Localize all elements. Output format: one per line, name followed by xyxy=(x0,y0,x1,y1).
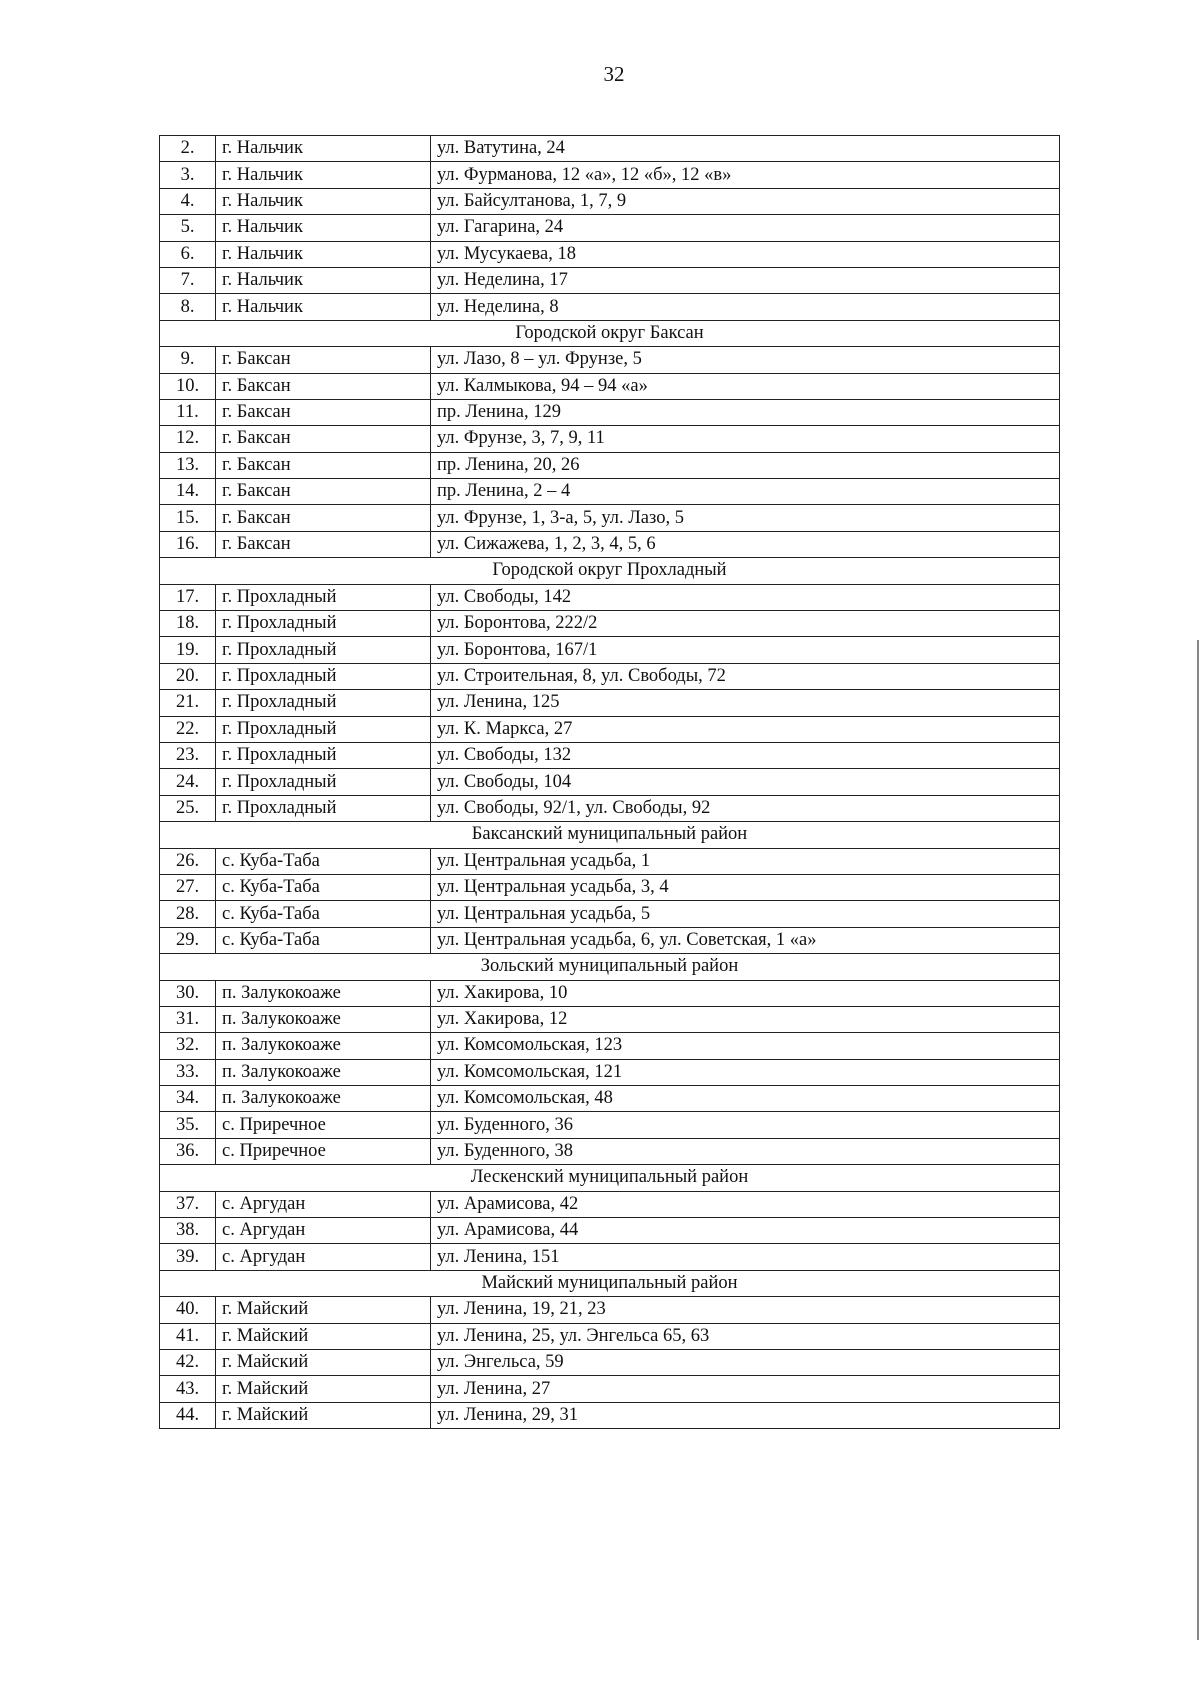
table-row xyxy=(160,531,1060,557)
row-city: г. Майский xyxy=(216,1297,431,1323)
row-city: г. Прохладный xyxy=(216,795,431,821)
section-title: Лескенский муниципальный район xyxy=(160,1165,1060,1191)
row-city: г. Баксан xyxy=(216,347,431,373)
table-row xyxy=(160,980,1060,1006)
table-row xyxy=(160,742,1060,768)
row-number: 36. xyxy=(160,1138,216,1164)
row-city: г. Прохладный xyxy=(216,716,431,742)
row-number: 32. xyxy=(160,1033,216,1059)
row-street: ул. Ленина, 25, ул. Энгельса 65, 63 xyxy=(431,1323,1060,1349)
row-number: 7. xyxy=(160,267,216,293)
row-number: 24. xyxy=(160,769,216,795)
row-street: ул. Свободы, 104 xyxy=(431,769,1060,795)
table-row xyxy=(160,399,1060,425)
row-city: г. Майский xyxy=(216,1323,431,1349)
table-row xyxy=(160,136,1060,162)
row-street: ул. Комсомольская, 123 xyxy=(431,1033,1060,1059)
row-street: ул. Фрунзе, 1, 3-а, 5, ул. Лазо, 5 xyxy=(431,505,1060,531)
row-number: 15. xyxy=(160,505,216,531)
table-row xyxy=(160,267,1060,293)
row-number: 23. xyxy=(160,742,216,768)
row-city: г. Баксан xyxy=(216,373,431,399)
row-number: 5. xyxy=(160,215,216,241)
row-number: 26. xyxy=(160,848,216,874)
row-number: 18. xyxy=(160,611,216,637)
table-row xyxy=(160,347,1060,373)
row-street: ул. Неделина, 17 xyxy=(431,267,1060,293)
row-number: 13. xyxy=(160,452,216,478)
row-city: г. Майский xyxy=(216,1376,431,1402)
row-street: ул. Свободы, 132 xyxy=(431,742,1060,768)
table-row xyxy=(160,452,1060,478)
row-street: ул. Фрунзе, 3, 7, 9, 11 xyxy=(431,426,1060,452)
row-number: 44. xyxy=(160,1402,216,1428)
table-row xyxy=(160,162,1060,188)
table-row xyxy=(160,1059,1060,1085)
row-number: 40. xyxy=(160,1297,216,1323)
row-city: с. Аргудан xyxy=(216,1244,431,1270)
row-city: с. Приречное xyxy=(216,1112,431,1138)
row-number: 20. xyxy=(160,663,216,689)
row-city: г. Нальчик xyxy=(216,188,431,214)
row-city: п. Залукокоаже xyxy=(216,1086,431,1112)
row-number: 9. xyxy=(160,347,216,373)
row-street: ул. Ленина, 27 xyxy=(431,1376,1060,1402)
table-row xyxy=(160,1033,1060,1059)
row-number: 22. xyxy=(160,716,216,742)
table-row xyxy=(160,188,1060,214)
section-title: Зольский муниципальный район xyxy=(160,954,1060,980)
row-city: с. Куба-Таба xyxy=(216,874,431,900)
table-row xyxy=(160,1138,1060,1164)
row-city: г. Прохладный xyxy=(216,742,431,768)
section-title: Городской округ Прохладный xyxy=(160,558,1060,584)
row-street: ул. Комсомольская, 48 xyxy=(431,1086,1060,1112)
row-city: п. Залукокоаже xyxy=(216,980,431,1006)
row-city: г. Нальчик xyxy=(216,136,431,162)
row-number: 4. xyxy=(160,188,216,214)
row-number: 25. xyxy=(160,795,216,821)
row-street: ул. Ленина, 29, 31 xyxy=(431,1402,1060,1428)
row-number: 16. xyxy=(160,531,216,557)
table-row xyxy=(160,795,1060,821)
address-table xyxy=(159,135,1060,1429)
row-city: п. Залукокоаже xyxy=(216,1059,431,1085)
row-number: 28. xyxy=(160,901,216,927)
row-city: п. Залукокоаже xyxy=(216,1033,431,1059)
table-row xyxy=(160,663,1060,689)
row-street: пр. Ленина, 2 – 4 xyxy=(431,479,1060,505)
table-row xyxy=(160,1112,1060,1138)
row-city: г. Нальчик xyxy=(216,215,431,241)
row-street: ул. Арамисова, 44 xyxy=(431,1218,1060,1244)
row-street: ул. Боронтова, 167/1 xyxy=(431,637,1060,663)
row-number: 3. xyxy=(160,162,216,188)
row-street: ул. Буденного, 38 xyxy=(431,1138,1060,1164)
row-street: ул. Центральная усадьба, 3, 4 xyxy=(431,874,1060,900)
row-number: 43. xyxy=(160,1376,216,1402)
table-row xyxy=(160,611,1060,637)
row-number: 33. xyxy=(160,1059,216,1085)
row-city: с. Аргудан xyxy=(216,1191,431,1217)
table-row xyxy=(160,1244,1060,1270)
row-number: 6. xyxy=(160,241,216,267)
row-number: 29. xyxy=(160,927,216,953)
row-city: г. Баксан xyxy=(216,426,431,452)
table-row xyxy=(160,215,1060,241)
table-row xyxy=(160,690,1060,716)
row-city: с. Аргудан xyxy=(216,1218,431,1244)
row-street: ул. Фурманова, 12 «а», 12 «б», 12 «в» xyxy=(431,162,1060,188)
row-city: с. Куба-Таба xyxy=(216,848,431,874)
section-row xyxy=(160,1165,1060,1191)
table-row xyxy=(160,637,1060,663)
table-row xyxy=(160,294,1060,320)
row-city: г. Баксан xyxy=(216,452,431,478)
table-row xyxy=(160,479,1060,505)
row-number: 34. xyxy=(160,1086,216,1112)
row-city: г. Майский xyxy=(216,1402,431,1428)
row-city: г. Нальчик xyxy=(216,267,431,293)
row-number: 35. xyxy=(160,1112,216,1138)
row-city: г. Нальчик xyxy=(216,294,431,320)
row-street: ул. Хакирова, 12 xyxy=(431,1006,1060,1032)
table-row xyxy=(160,1297,1060,1323)
row-number: 39. xyxy=(160,1244,216,1270)
row-city: с. Куба-Таба xyxy=(216,901,431,927)
row-city: г. Баксан xyxy=(216,479,431,505)
row-street: ул. Ватутина, 24 xyxy=(431,136,1060,162)
table-row xyxy=(160,716,1060,742)
table-row xyxy=(160,505,1060,531)
row-street: ул. Боронтова, 222/2 xyxy=(431,611,1060,637)
row-street: ул. Центральная усадьба, 1 xyxy=(431,848,1060,874)
row-city: г. Прохладный xyxy=(216,611,431,637)
table-row xyxy=(160,584,1060,610)
row-number: 38. xyxy=(160,1218,216,1244)
row-street: ул. Гагарина, 24 xyxy=(431,215,1060,241)
row-number: 10. xyxy=(160,373,216,399)
section-row xyxy=(160,1270,1060,1296)
row-number: 17. xyxy=(160,584,216,610)
page-number: 32 xyxy=(603,62,625,86)
row-street: ул. Ленина, 125 xyxy=(431,690,1060,716)
row-street: ул. Свободы, 92/1, ул. Свободы, 92 xyxy=(431,795,1060,821)
row-city: г. Баксан xyxy=(216,505,431,531)
row-street: ул. Байсултанова, 1, 7, 9 xyxy=(431,188,1060,214)
row-number: 8. xyxy=(160,294,216,320)
address-table-body xyxy=(160,136,1060,1429)
row-street: ул. Комсомольская, 121 xyxy=(431,1059,1060,1085)
row-city: с. Куба-Таба xyxy=(216,927,431,953)
row-number: 37. xyxy=(160,1191,216,1217)
row-city: п. Залукокоаже xyxy=(216,1006,431,1032)
table-row xyxy=(160,901,1060,927)
row-city: г. Прохладный xyxy=(216,584,431,610)
row-street: ул. Лазо, 8 – ул. Фрунзе, 5 xyxy=(431,347,1060,373)
row-street: ул. К. Маркса, 27 xyxy=(431,716,1060,742)
row-street: ул. Свободы, 142 xyxy=(431,584,1060,610)
row-street: ул. Калмыкова, 94 – 94 «а» xyxy=(431,373,1060,399)
row-number: 41. xyxy=(160,1323,216,1349)
row-number: 21. xyxy=(160,690,216,716)
row-street: ул. Сижажева, 1, 2, 3, 4, 5, 6 xyxy=(431,531,1060,557)
table-row xyxy=(160,927,1060,953)
table-row xyxy=(160,1191,1060,1217)
row-number: 11. xyxy=(160,399,216,425)
row-number: 31. xyxy=(160,1006,216,1032)
section-title: Баксанский муниципальный район xyxy=(160,822,1060,848)
row-number: 30. xyxy=(160,980,216,1006)
table-row xyxy=(160,373,1060,399)
row-number: 2. xyxy=(160,136,216,162)
row-street: ул. Неделина, 8 xyxy=(431,294,1060,320)
row-street: ул. Буденного, 36 xyxy=(431,1112,1060,1138)
row-city: г. Нальчик xyxy=(216,241,431,267)
table-row xyxy=(160,426,1060,452)
table-row xyxy=(160,1006,1060,1032)
row-city: с. Приречное xyxy=(216,1138,431,1164)
row-city: г. Прохладный xyxy=(216,690,431,716)
table-row xyxy=(160,241,1060,267)
row-street: ул. Ленина, 151 xyxy=(431,1244,1060,1270)
row-city: г. Баксан xyxy=(216,531,431,557)
row-city: г. Прохладный xyxy=(216,769,431,795)
row-street: ул. Хакирова, 10 xyxy=(431,980,1060,1006)
table-row xyxy=(160,874,1060,900)
table-row xyxy=(160,848,1060,874)
table-row xyxy=(160,1349,1060,1375)
table-row xyxy=(160,1086,1060,1112)
row-street: ул. Строительная, 8, ул. Свободы, 72 xyxy=(431,663,1060,689)
table-row xyxy=(160,1402,1060,1428)
row-city: г. Прохладный xyxy=(216,637,431,663)
scan-edge-line xyxy=(1197,640,1199,1640)
row-street: ул. Мусукаева, 18 xyxy=(431,241,1060,267)
row-street: ул. Ленина, 19, 21, 23 xyxy=(431,1297,1060,1323)
section-title: Майский муниципальный район xyxy=(160,1270,1060,1296)
row-street: ул. Энгельса, 59 xyxy=(431,1349,1060,1375)
table-row xyxy=(160,1323,1060,1349)
row-city: г. Нальчик xyxy=(216,162,431,188)
row-number: 14. xyxy=(160,479,216,505)
row-number: 27. xyxy=(160,874,216,900)
row-street: ул. Арамисова, 42 xyxy=(431,1191,1060,1217)
section-row xyxy=(160,822,1060,848)
row-street: пр. Ленина, 20, 26 xyxy=(431,452,1060,478)
section-row xyxy=(160,954,1060,980)
row-number: 19. xyxy=(160,637,216,663)
row-number: 42. xyxy=(160,1349,216,1375)
row-city: г. Майский xyxy=(216,1349,431,1375)
section-row xyxy=(160,558,1060,584)
table-row xyxy=(160,769,1060,795)
row-city: г. Прохладный xyxy=(216,663,431,689)
section-row xyxy=(160,320,1060,346)
row-city: г. Баксан xyxy=(216,399,431,425)
table-row xyxy=(160,1376,1060,1402)
row-street: ул. Центральная усадьба, 6, ул. Советская, 1 «а» xyxy=(431,927,1060,953)
table-row xyxy=(160,1218,1060,1244)
row-street: ул. Центральная усадьба, 5 xyxy=(431,901,1060,927)
row-street: пр. Ленина, 129 xyxy=(431,399,1060,425)
section-title: Городской округ Баксан xyxy=(160,320,1060,346)
row-number: 12. xyxy=(160,426,216,452)
